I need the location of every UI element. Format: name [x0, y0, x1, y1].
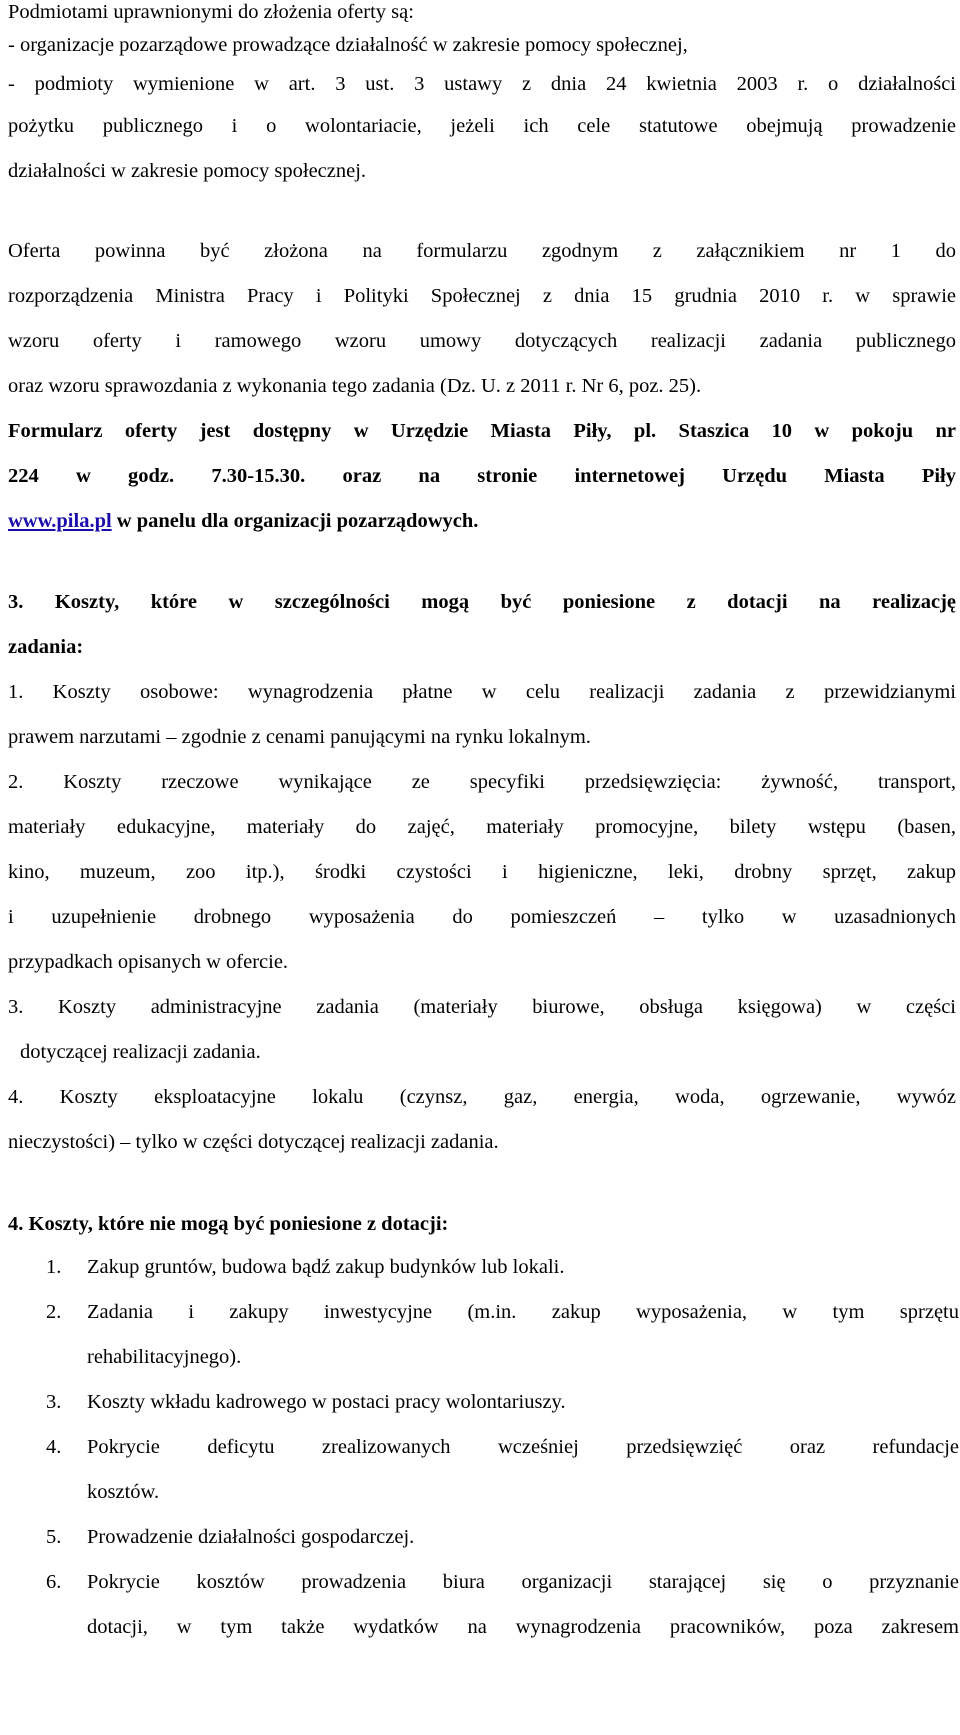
cost-item-material-cont: kino, muzeum, zoo itp.), środki czystości i higieniczne, leki, drobny sprzęt, zakup [8, 861, 956, 883]
cost-item-personnel-cont: prawem narzutami – zgodnie z cenami panującymi na rynku lokalnym. [8, 726, 591, 748]
section-3-heading: 3. Koszty, które w szczególności mogą być poniesione z dotacji na realizację [8, 591, 956, 613]
list-item-number: 2. [46, 1301, 62, 1323]
section-3-heading-cont: zadania: [8, 636, 84, 658]
eligible-item-ngo: - organizacje pozarządowe prowadzące działalność w zakresie pomocy społecznej, [8, 34, 688, 56]
list-item-number: 3. [46, 1391, 62, 1413]
list-item [8, 1425, 957, 1515]
list-item-text: Koszty wkładu kadrowego w postaci pracy wolontariuszy. [87, 1391, 566, 1413]
offer-line: rozporządzenia Ministra Pracy i Polityki Społecznej z dnia 15 grudnia 2010 r. w sprawie [8, 285, 956, 307]
offer-paragraph [8, 229, 960, 544]
offer-line: wzoru oferty i ramowego wzoru umowy dotyczących realizacji zadania publicznego [8, 330, 956, 352]
section-3 [8, 580, 960, 1165]
list-item-text: rehabilitacyjnego). [87, 1346, 242, 1368]
cost-item-material-cont: materiały edukacyjne, materiały do zajęć, materiały promocyjne, bilety wstępu (basen, [8, 816, 956, 838]
cost-item-operating-cont: nieczystości) – tylko w części dotyczącej realizacji zadania. [8, 1131, 499, 1153]
list-item-number: 6. [46, 1571, 62, 1593]
cost-item-admin: 3. Koszty administracyjne zadania (materiały biurowe, obsługa księgowa) w części [8, 996, 956, 1018]
cost-item-operating: 4. Koszty eksploatacyjne lokalu (czynsz, gaz, energia, woda, ogrzewanie, wywóz [8, 1086, 956, 1108]
excluded-costs-list [8, 1245, 960, 1650]
cost-item-personnel: 1. Koszty osobowe: wynagrodzenia płatne w celu realizacji zadania z przewidzianymi [8, 681, 956, 703]
list-item-text: kosztów. [87, 1481, 160, 1503]
list-item [8, 1290, 957, 1380]
offer-panel-text: w panelu dla organizacji pozarządowych. [111, 510, 479, 532]
cost-item-admin-cont: dotyczącej realizacji zadania. [20, 1041, 261, 1063]
cost-item-material-end: przypadkach opisanych w ofercie. [8, 951, 289, 973]
offer-form-availability-end [8, 499, 960, 544]
offer-form-availability: Formularz oferty jest dostępny w Urzędzie Miasta Piły, pl. Staszica 10 w pokoju nr [8, 420, 956, 442]
list-item-number: 5. [46, 1526, 62, 1548]
list-item-number: 4. [46, 1436, 62, 1458]
cost-item-material: 2. Koszty rzeczowe wynikające ze specyfiki przedsięwzięcia: żywność, transport, [8, 771, 956, 793]
pila-website-link[interactable]: www.pila.pl [8, 510, 112, 532]
list-item-text: Pokrycie kosztów prowadzenia biura organizacji starającej się o przyznanie [87, 1571, 959, 1593]
eligible-item-entities-cont: pożytku publicznego i o wolontariacie, jeżeli ich cele statutowe obejmują prowadzenie [8, 115, 956, 137]
cost-item-material-cont: i uzupełnienie drobnego wyposażenia do pomieszczeń – tylko w uzasadnionych [8, 906, 956, 928]
list-item [8, 1245, 957, 1290]
eligible-entities [8, 0, 960, 194]
list-item [8, 1515, 957, 1560]
section-4-heading: 4. Koszty, które nie mogą być poniesione z dotacji: [8, 1213, 449, 1235]
eligible-item-entities-end: działalności w zakresie pomocy społecznej. [8, 160, 367, 182]
list-item-number: 1. [46, 1256, 62, 1278]
list-item-text: Zakup gruntów, budowa bądź zakup budynków lub lokali. [87, 1256, 565, 1278]
list-item-text: Prowadzenie działalności gospodarczej. [87, 1526, 415, 1548]
offer-line: oraz wzoru sprawozdania z wykonania tego zadania (Dz. U. z 2011 r. Nr 6, poz. 25). [8, 375, 702, 397]
list-item-text: Zadania i zakupy inwestycyjne (m.in. zakup wyposażenia, w tym sprzętu [87, 1301, 959, 1323]
eligible-item-entities: - podmioty wymienione w art. 3 ust. 3 ustawy z dnia 24 kwietnia 2003 r. o działalności [8, 73, 956, 95]
offer-line: Oferta powinna być złożona na formularzu zgodnym z załącznikiem nr 1 do [8, 240, 956, 262]
list-item-text: dotacji, w tym także wydatków na wynagrodzenia pracowników, poza zakresem [87, 1616, 959, 1638]
list-item [8, 1560, 957, 1650]
list-item-text: Pokrycie deficytu zrealizowanych wcześniej przedsięwzięć oraz refundacje [87, 1436, 959, 1458]
list-item [8, 1380, 957, 1425]
offer-form-availability: 224 w godz. 7.30-15.30. oraz na stronie internetowej Urzędu Miasta Piły [8, 465, 956, 487]
section-4 [8, 1203, 960, 1650]
eligible-entities-heading: Podmiotami uprawnionymi do złożenia oferty są: [8, 1, 414, 23]
